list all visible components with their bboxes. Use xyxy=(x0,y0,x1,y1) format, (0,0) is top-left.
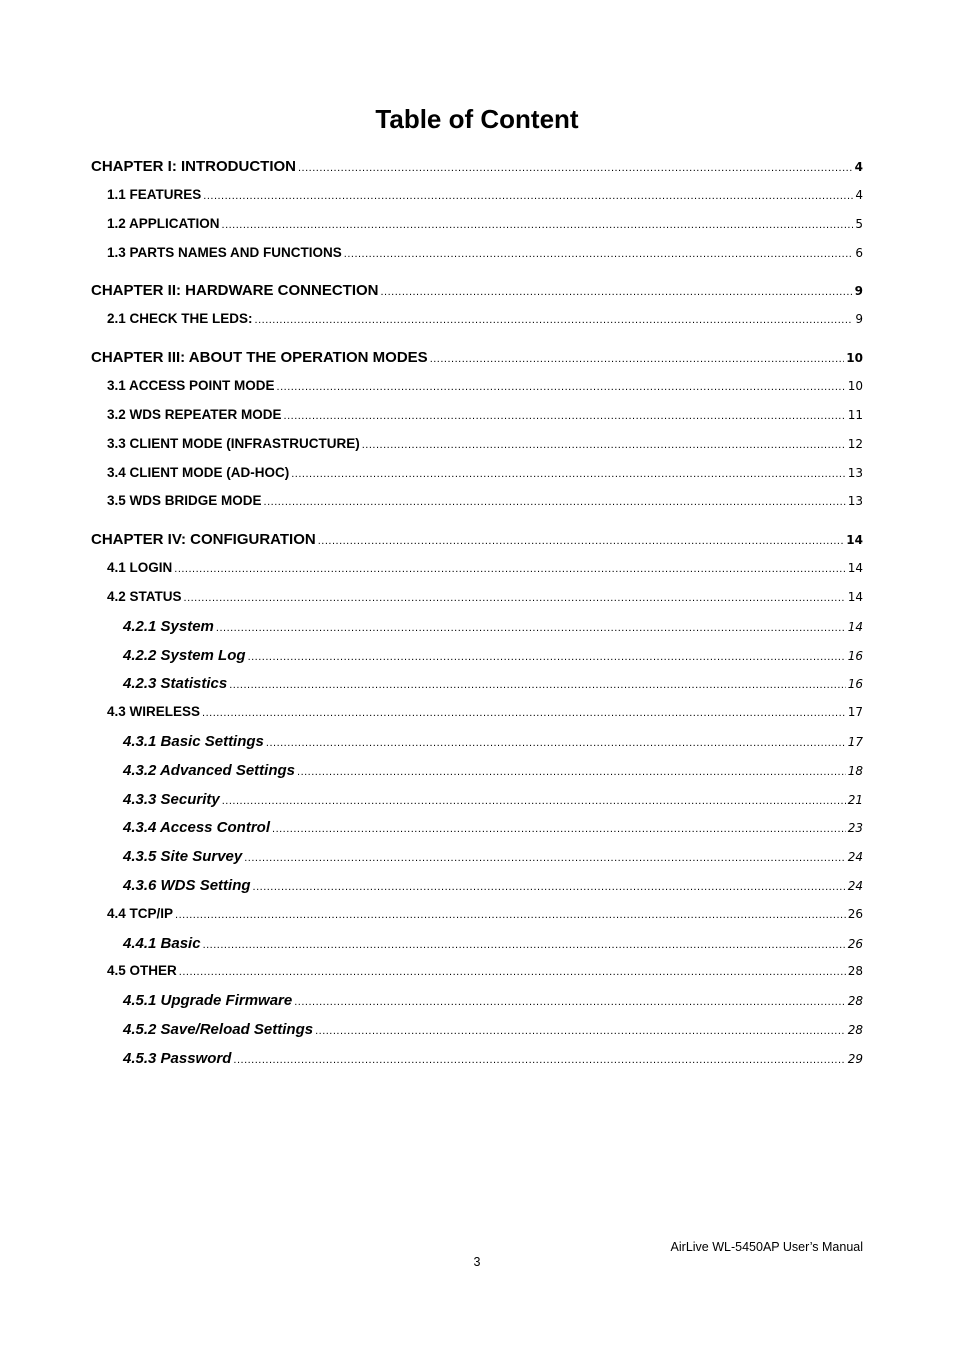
toc-entry-label: 3.3 CLIENT MODE (INFRASTRUCTURE) xyxy=(107,435,360,451)
toc-entry-page: 10 xyxy=(847,379,863,394)
toc-entry[interactable] xyxy=(91,848,863,877)
toc-dot-leader xyxy=(264,496,846,508)
toc-dot-leader xyxy=(430,353,845,365)
footer-manual-title: AirLive WL-5450AP User’s Manual xyxy=(670,1240,863,1254)
toc-entry-page: 16 xyxy=(847,677,863,692)
toc-entry[interactable] xyxy=(91,531,863,560)
toc-entry-label: 4.3.4 Access Control xyxy=(123,819,271,837)
toc-dot-leader xyxy=(266,737,846,749)
toc-entry-label: 4.5 OTHER xyxy=(107,963,177,979)
toc-entry[interactable] xyxy=(91,906,863,935)
toc-entry[interactable] xyxy=(91,560,863,589)
toc-entry[interactable] xyxy=(91,378,863,407)
toc-entry-label: 3.2 WDS REPEATER MODE xyxy=(107,406,282,422)
toc-entry[interactable] xyxy=(91,311,863,340)
toc-dot-leader xyxy=(174,563,845,575)
toc-dot-leader xyxy=(344,248,854,260)
toc-entry-page: 6 xyxy=(855,245,863,260)
toc-entry-label: 4.3 WIRELESS xyxy=(107,704,201,720)
toc-dot-leader xyxy=(222,795,846,807)
toc-entry-label: 4.4.1 Basic xyxy=(123,934,201,952)
toc-dot-leader xyxy=(294,996,845,1008)
toc-entry[interactable] xyxy=(91,282,863,311)
toc-entry[interactable] xyxy=(91,819,863,848)
toc-entry-label: 3.5 WDS BRIDGE MODE xyxy=(107,493,262,509)
toc-entry[interactable] xyxy=(91,493,863,522)
toc-entry-label: 4.3.6 WDS Setting xyxy=(123,876,251,894)
toc-entry-page: 23 xyxy=(847,821,863,836)
toc-entry-label: 3.1 ACCESS POINT MODE xyxy=(107,378,275,394)
toc-dot-leader xyxy=(297,766,846,778)
toc-entry-page: 17 xyxy=(847,705,863,720)
toc-dot-leader xyxy=(229,679,845,691)
toc-entry-label: CHAPTER IV: CONFIGURATION xyxy=(91,531,316,549)
toc-dot-leader xyxy=(362,439,846,451)
toc-entry-page: 4 xyxy=(854,160,863,174)
toc-entry[interactable] xyxy=(91,1050,863,1079)
toc-entry-page: 5 xyxy=(855,216,863,231)
toc-entry-page: 4 xyxy=(855,188,863,202)
toc-entry-label: CHAPTER II: HARDWARE CONNECTION xyxy=(91,282,379,300)
toc-dot-leader xyxy=(253,881,846,893)
toc-entry-page: 14 xyxy=(846,533,863,548)
toc-entry[interactable] xyxy=(91,436,863,465)
toc-dot-leader xyxy=(298,162,853,174)
toc-entry-page: 24 xyxy=(847,850,863,865)
toc-entry-page: 29 xyxy=(847,1051,863,1066)
toc-entry-page: 17 xyxy=(847,734,863,749)
toc-entry-page: 9 xyxy=(855,312,863,327)
toc-entry-page: 10 xyxy=(846,351,863,366)
toc-entry[interactable] xyxy=(91,407,863,436)
toc-entry-label: 4.3.2 Advanced Settings xyxy=(123,761,296,779)
toc-entry-label: CHAPTER I: INTRODUCTION xyxy=(91,158,296,175)
toc-entry-label: 4.5.3 Password xyxy=(123,1049,232,1067)
toc-entry[interactable] xyxy=(91,762,863,791)
toc-entry[interactable] xyxy=(91,733,863,762)
toc-entry[interactable] xyxy=(91,187,863,216)
toc-dot-leader xyxy=(244,852,845,864)
toc-entry-page: 16 xyxy=(847,648,863,663)
toc-dot-leader xyxy=(175,909,846,921)
toc-entry[interactable] xyxy=(91,791,863,820)
toc-dot-leader xyxy=(184,592,846,604)
toc-dot-leader xyxy=(179,966,846,978)
toc-entry-page: 14 xyxy=(847,619,863,634)
toc-dot-leader xyxy=(318,535,845,547)
page-title: Table of Content xyxy=(375,104,579,134)
toc-entry-page: 24 xyxy=(847,878,863,893)
toc-dot-leader xyxy=(222,219,854,231)
toc-entry[interactable] xyxy=(91,877,863,906)
toc-entry-label: 4.5.2 Save/Reload Settings xyxy=(123,1020,314,1038)
toc-entry-label: 4.5.1 Upgrade Firmware xyxy=(123,992,293,1010)
toc-entry[interactable] xyxy=(91,216,863,245)
footer-page-number: 3 xyxy=(473,1255,481,1269)
toc-dot-leader xyxy=(255,314,854,326)
toc-entry[interactable] xyxy=(91,245,863,274)
toc-entry-page: 12 xyxy=(847,436,863,451)
toc-entry-label: 4.4 TCP/IP xyxy=(107,905,174,921)
toc-entry-label: CHAPTER III: ABOUT THE OPERATION MODES xyxy=(91,349,428,367)
toc-entry-label: 1.1 FEATURES xyxy=(107,187,202,202)
toc-entry-label: 1.2 APPLICATION xyxy=(107,215,220,231)
toc-dot-leader xyxy=(381,286,853,298)
toc-entry-label: 4.1 LOGIN xyxy=(107,560,173,576)
toc-entry[interactable] xyxy=(91,618,863,647)
toc-entry-page: 18 xyxy=(847,763,863,778)
toc-dot-leader xyxy=(203,190,853,202)
toc-entry[interactable] xyxy=(91,158,863,187)
toc-entry[interactable] xyxy=(91,349,863,378)
toc-entry[interactable] xyxy=(91,675,863,704)
toc-dot-leader xyxy=(291,468,845,480)
toc-entry-page: 28 xyxy=(847,1022,863,1037)
toc-entry-label: 4.2 STATUS xyxy=(107,588,182,604)
toc-dot-leader xyxy=(233,1054,845,1066)
toc-dot-leader xyxy=(248,651,846,663)
toc-entry-page: 28 xyxy=(847,964,863,979)
toc-dot-leader xyxy=(216,622,846,634)
toc-entry-page: 13 xyxy=(847,494,863,509)
toc-entry-page: 11 xyxy=(847,407,863,422)
toc-entry-page: 13 xyxy=(847,465,863,480)
toc-entry[interactable] xyxy=(91,465,863,494)
toc-entry[interactable] xyxy=(91,992,863,1021)
toc-entry-page: 21 xyxy=(847,792,863,807)
toc-entry-label: 3.4 CLIENT MODE (AD-HOC) xyxy=(107,464,290,480)
toc-dot-leader xyxy=(272,823,846,835)
toc-entry[interactable] xyxy=(91,589,863,618)
toc-entry[interactable] xyxy=(91,647,863,676)
toc-dot-leader xyxy=(203,939,846,951)
toc-entry[interactable] xyxy=(91,704,863,733)
toc-entry[interactable] xyxy=(91,935,863,964)
toc-entry[interactable] xyxy=(91,1021,863,1050)
toc-dot-leader xyxy=(315,1025,846,1037)
toc-entry-page: 9 xyxy=(854,284,863,299)
toc-entry-label: 1.3 PARTS NAMES AND FUNCTIONS xyxy=(107,244,342,260)
toc-entry[interactable] xyxy=(91,963,863,992)
table-of-contents xyxy=(91,158,863,1079)
toc-entry-page: 26 xyxy=(847,936,863,951)
toc-entry-page: 14 xyxy=(847,561,863,576)
toc-entry-label: 4.2.3 Statistics xyxy=(123,675,228,693)
toc-entry-label: 4.2.2 System Log xyxy=(123,646,246,664)
toc-entry-label: 4.3.3 Security xyxy=(123,790,220,808)
toc-entry-page: 28 xyxy=(847,994,863,1009)
toc-dot-leader xyxy=(284,410,846,422)
toc-entry-label: 2.1 CHECK THE LEDS: xyxy=(107,311,253,327)
toc-dot-leader xyxy=(202,707,846,719)
toc-entry-label: 4.3.5 Site Survey xyxy=(123,848,243,866)
toc-entry-page: 26 xyxy=(847,906,863,921)
toc-entry-label: 4.2.1 System xyxy=(123,617,214,635)
toc-entry-page: 14 xyxy=(847,589,863,604)
toc-entry-label: 4.3.1 Basic Settings xyxy=(123,732,264,750)
toc-dot-leader xyxy=(277,381,846,393)
